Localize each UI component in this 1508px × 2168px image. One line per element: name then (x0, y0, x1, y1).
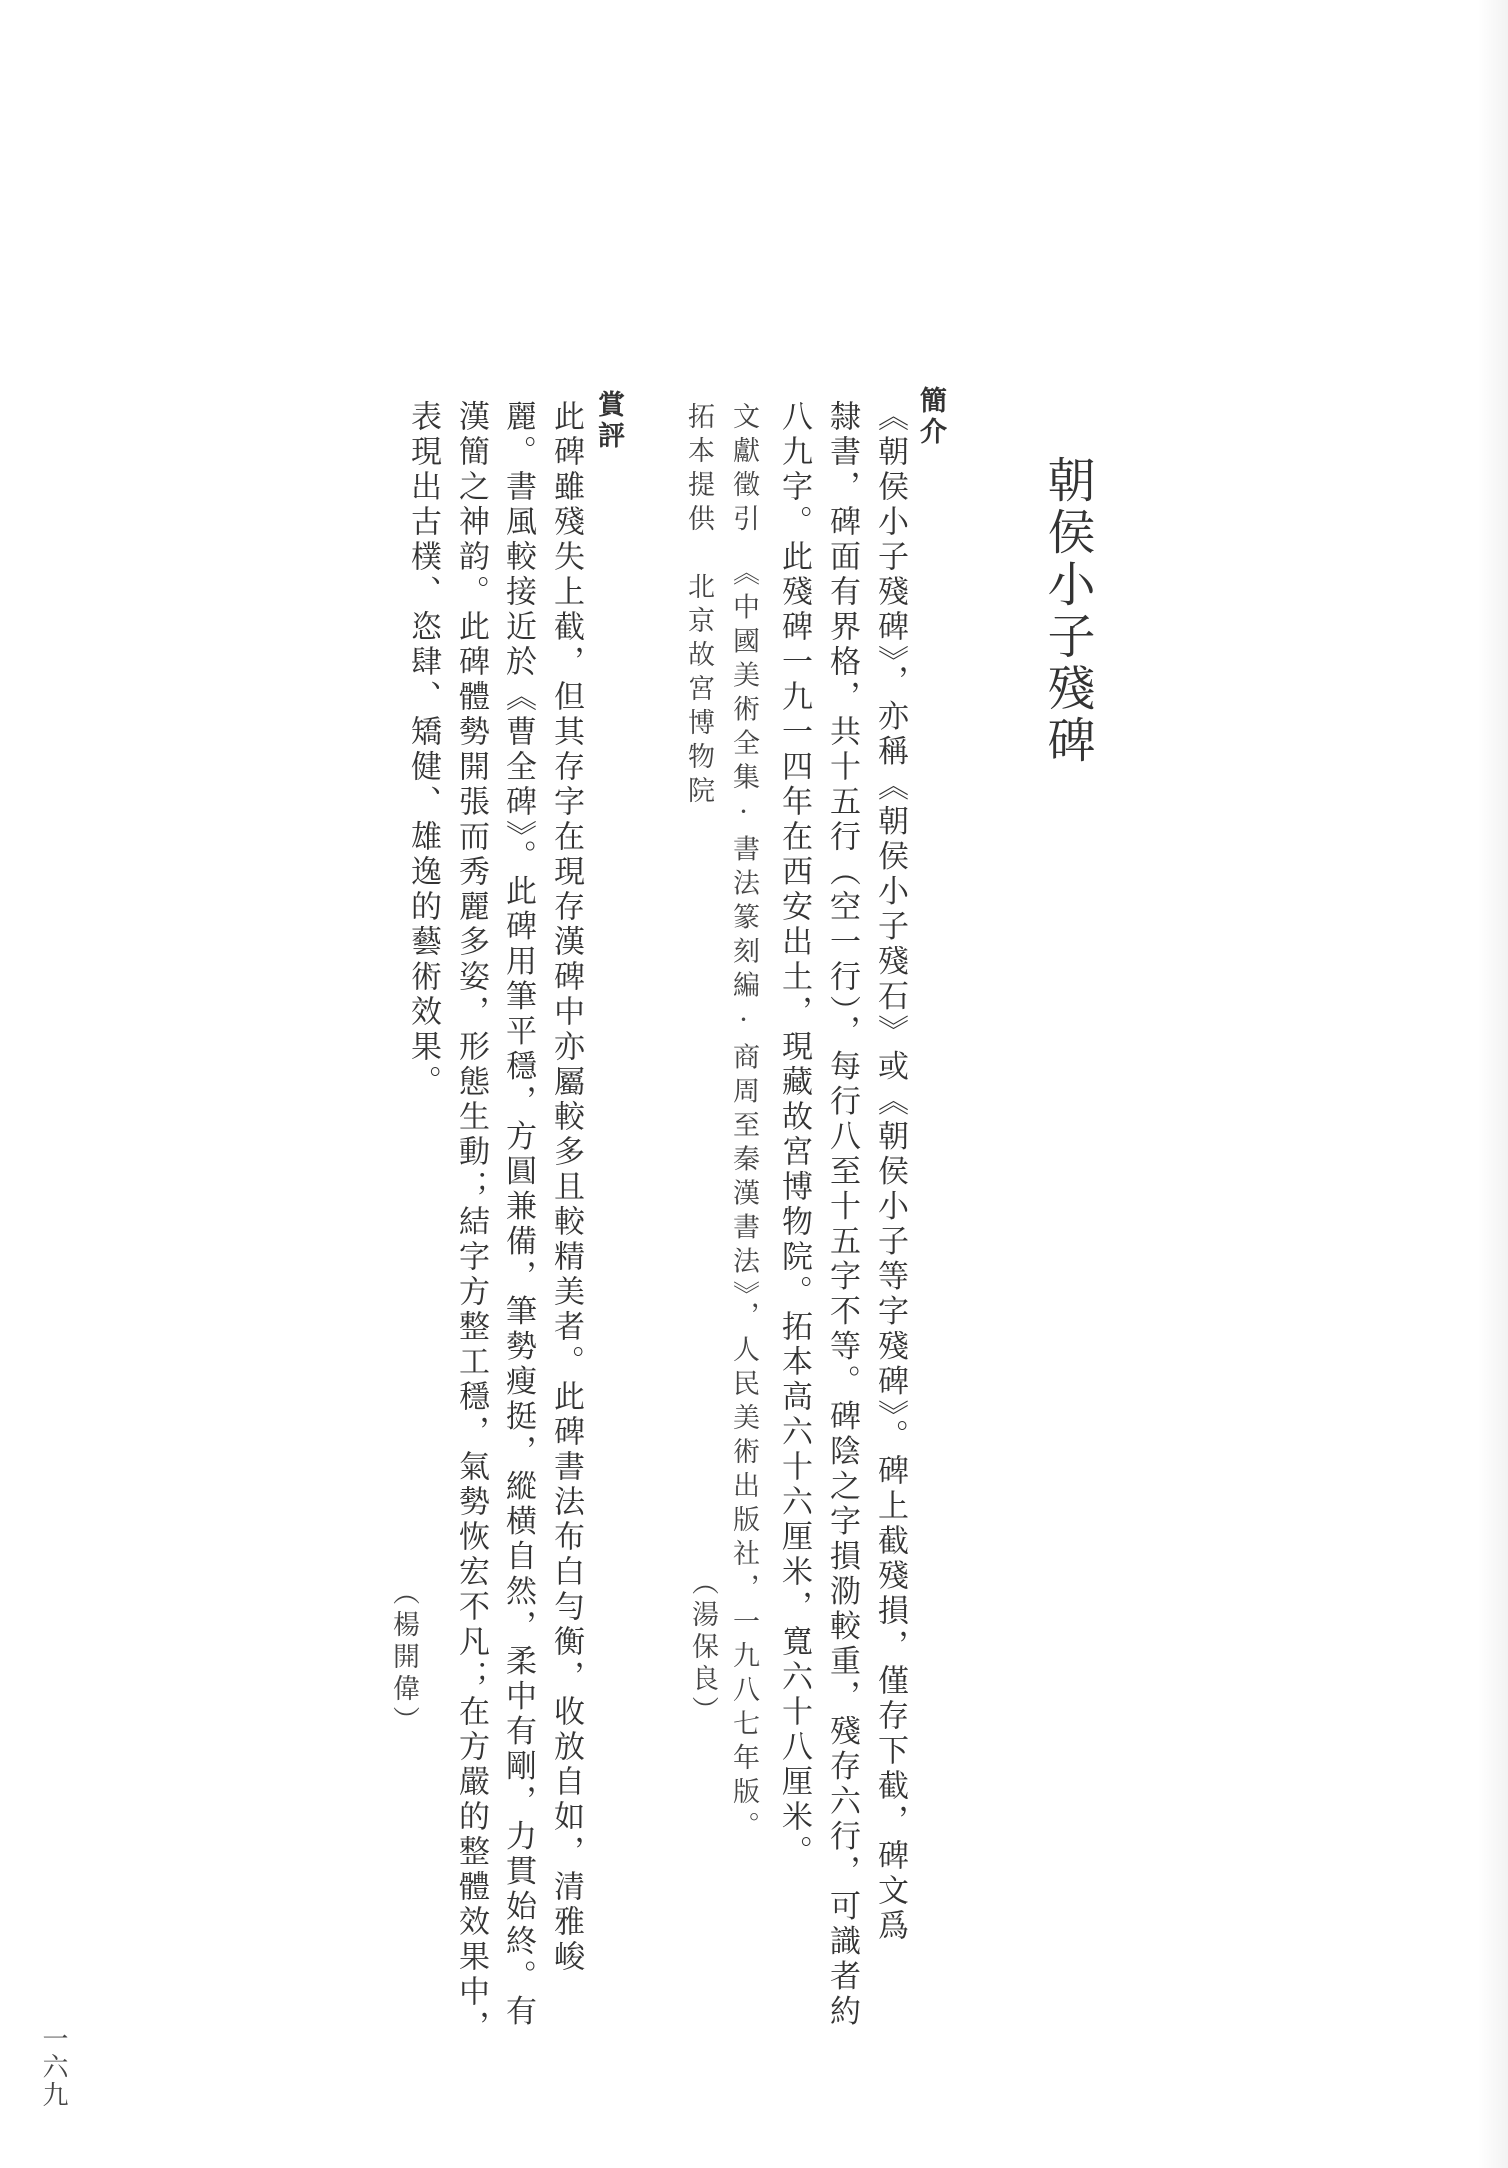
appreciation-line-4: 表現出古樸、恣肆、矯健、雄逸的藝術效果。 (405, 400, 441, 1100)
intro-author: （湯保良） (687, 1568, 718, 1728)
intro-heading: 簡介 (915, 386, 946, 448)
rubbing-provider-line: 拓本提供 北京故宮博物院 (683, 402, 714, 810)
page-number: 一六九 (38, 2025, 68, 2109)
intro-line-2: 隸書，碑面有界格，共十五行（空一行），每行八至十五字不等。碑陰之字損泐較重，殘存六行，可識者約 (824, 400, 860, 2030)
intro-line-3: 八九字。此殘碑一九一四年在西安出土，現藏故宮博物院。拓本高六十六厘米，寬六十八厘米。 (776, 400, 812, 1870)
appreciation-line-1: 此碑雖殘失上截，但其存字在現存漢碑中亦屬較多且較精美者。此碑書法布白勻衡，收放自如，清雅峻 (548, 400, 584, 1975)
appreciation-line-2: 麗。書風較接近於《曹全碑》。此碑用筆平穩，方圓兼備，筆勢瘦挺，縱横自然，柔中有剛，力貫始終。有 (500, 400, 536, 2030)
binding-shadow (1478, 0, 1508, 2168)
reference-line: 文獻徵引 《中國美術全集·書法篆刻編·商周至秦漢書法》，人民美術出版社，一九八七年版。 (728, 402, 759, 1845)
appreciation-author: （楊開偉） (388, 1578, 419, 1738)
appreciation-line-3: 漢簡之神韵。此碑體勢開張而秀麗多姿，形態生動；結字方整工穩，氣勢恢宏不凡；在方嚴的整體效果中， (453, 400, 489, 2045)
page-title: 朝侯小子殘碑 (1039, 455, 1095, 767)
intro-line-1: 《朝侯小子殘碑》，亦稱《朝侯小子殘石》或《朝侯小子等字殘碑》。碑上截殘損，僅存下截，碑文爲 (872, 400, 908, 1944)
appreciation-heading: 賞評 (593, 390, 624, 452)
